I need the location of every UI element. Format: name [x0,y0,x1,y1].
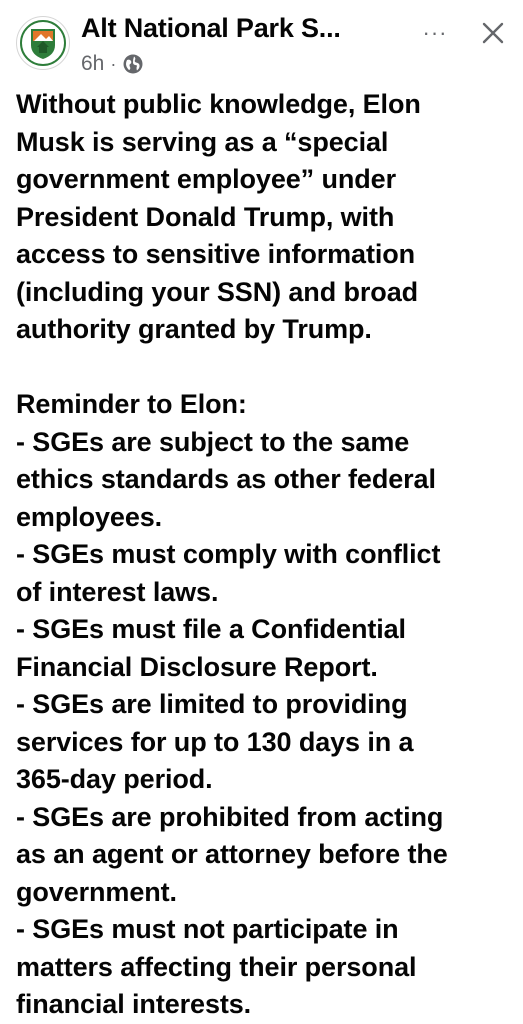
post-line: of interest laws. [16,576,219,607]
post-meta [81,50,144,78]
post-line: President Donald Trump, with [16,201,395,232]
post-line: - SGEs are subject to the same [16,426,410,457]
post-line: ethics standards as other federal [16,464,436,494]
post-line: - SGEs are prohibited from acting [16,801,444,832]
post-line: Financial Disclosure Report. [16,651,378,682]
meta-separator: · [110,53,117,74]
post-line: - SGEs are limited to providing [16,689,408,719]
post-line: authority granted by Trump. [16,314,372,344]
post-line: - SGEs must comply with conflict [16,539,441,569]
post-line: matters affecting their personal [16,951,417,982]
post-line: services for up to 130 days in a [16,726,414,757]
post-header [0,0,523,82]
post-line: - SGEs must file a Confidential [16,614,406,644]
post-line: - SGEs must not participate in [16,914,399,944]
alt-national-park-logo-icon [17,17,69,69]
post-line: financial interests. [16,989,252,1019]
post-time[interactable]: 6h [81,52,105,75]
post-line: (including your SSN) and broad [16,276,419,307]
close-icon [481,21,505,45]
post-reminder-list [16,386,516,1024]
post-intro-paragraph [16,86,516,349]
post-text [16,86,516,1024]
page-name[interactable]: Alt National Park S... [81,13,341,43]
post-line: Without public knowledge, Elon [16,89,421,119]
globe-icon[interactable] [122,53,144,75]
post-line: Musk is serving as a “special [16,126,389,157]
more-options-icon: ··· [422,20,448,45]
reminder-heading: Reminder to Elon: [16,389,247,419]
post-line: government. [16,876,177,907]
post-line: access to sensitive information [16,239,416,269]
post-line: as an agent or attorney before the [16,839,448,869]
close-button[interactable] [476,16,510,50]
post-line: employees. [16,501,163,532]
more-options-button[interactable] [418,18,452,48]
page-avatar[interactable] [16,16,70,70]
post-line: government employee” under [16,164,396,194]
post-line: 365-day period. [16,764,213,794]
